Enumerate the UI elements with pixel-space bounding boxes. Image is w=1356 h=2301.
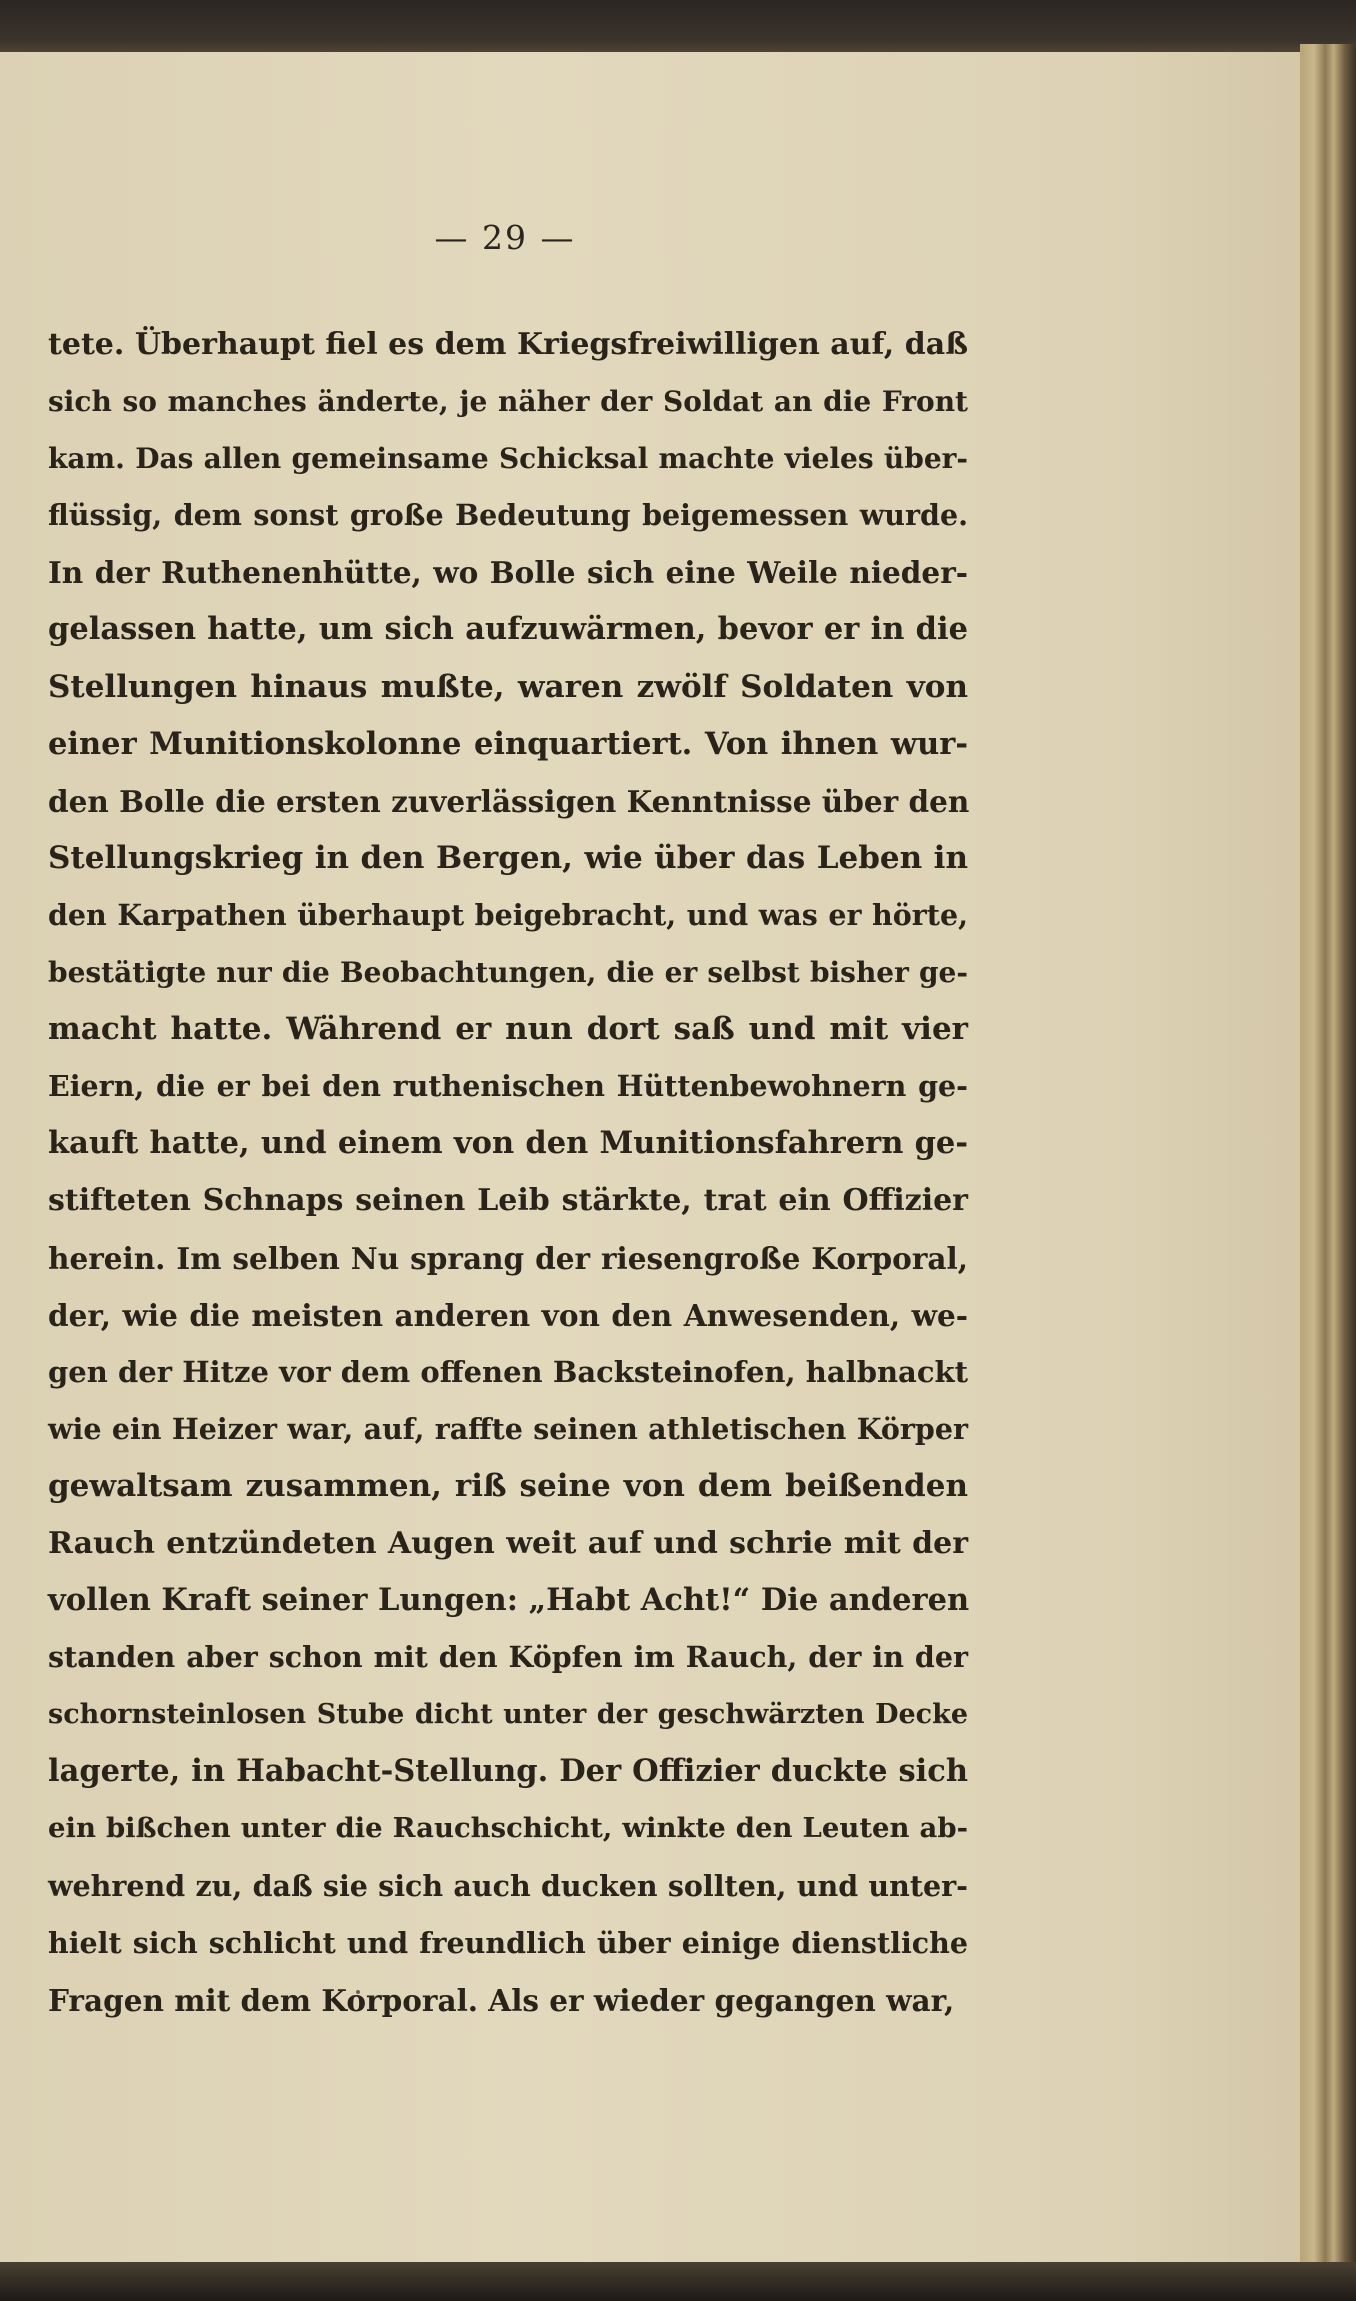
text-line: flüssig, dem sonst große Bedeutung beigemessen wurde. xyxy=(48,498,968,533)
text-line: tete. Überhaupt fiel es dem Kriegsfreiwilligen auf, daß xyxy=(48,327,968,362)
text-line: kauft hatte, und einem von den Munitionsfahrern ge- xyxy=(48,1125,968,1162)
text-line: sich so manches änderte, je näher der Soldat an die Front xyxy=(48,385,968,419)
text-line: schornsteinlosen Stube dicht unter der geschwärzten Decke xyxy=(48,1699,968,1731)
text-line: Eiern, die er bei den ruthenischen Hüttenbewohnern ge- xyxy=(48,1069,968,1104)
text-line: der, wie die meisten anderen von den Anwesenden, we- xyxy=(48,1297,968,1333)
body-text xyxy=(48,316,968,2029)
text-line: bestätigte nur die Beobachtungen, die er selbst bisher ge- xyxy=(48,956,968,990)
text-line: gewaltsam zusammen, riß seine von dem beißenden xyxy=(48,1467,968,1504)
text-line: wehrend zu, daß sie sich auch ducken sollten, und unter- xyxy=(48,1868,968,1903)
text-line: ein bißchen unter die Rauchschicht, winkte den Leuten ab- xyxy=(48,1812,968,1845)
text-line: macht hatte. Während er nun dort saß und mit vier xyxy=(48,1011,968,1048)
text-line: Stellungen hinaus mußte, waren zwölf Soldaten von xyxy=(48,668,968,705)
text-line: vollen Kraft seiner Lungen: „Habt Acht!“ Die anderen xyxy=(48,1582,970,1619)
text-line: Fragen mit dem Korporal. Als er wieder gegangen war, xyxy=(48,1982,955,2018)
text-line: wie ein Heizer war, auf, raffte seinen athletischen Körper xyxy=(48,1411,968,1446)
text-line: gelassen hatte, um sich aufzuwärmen, bevor er in die xyxy=(48,611,968,648)
text-line: den Karpathen überhaupt beigebracht, und was er hörte, xyxy=(48,897,968,932)
text-line: hielt sich schlicht und freundlich über einige dienstliche xyxy=(48,1925,968,1960)
text-line: In der Ruthenenhütte, wo Bolle sich eine Weile nieder- xyxy=(48,555,968,591)
text-line: gen der Hitze vor dem offenen Backsteinofen, halbnackt xyxy=(48,1354,968,1389)
text-line: Rauch entzündeten Augen weit auf und schrie mit der xyxy=(48,1525,968,1561)
text-line: herein. Im selben Nu sprang der riesengroße Korporal, xyxy=(48,1240,968,1276)
text-line: lagerte, in Habacht-Stellung. Der Offizier duckte sich xyxy=(48,1753,968,1790)
text-line: standen aber schon mit den Köpfen im Rauch, der in der xyxy=(48,1640,968,1675)
book-page-edges xyxy=(1300,44,1356,2269)
text-line: kam. Das allen gemeinsame Schicksal machte vieles über- xyxy=(48,442,968,476)
text-line: einer Munitionskolonne einquartiert. Von ihnen wur- xyxy=(48,725,968,762)
text-line: Stellungskrieg in den Bergen, wie über das Leben in xyxy=(48,839,968,876)
text-line: stifteten Schnaps seinen Leib stärkte, trat ein Offizier xyxy=(48,1183,968,1219)
text-line: den Bolle die ersten zuverlässigen Kenntnisse über den xyxy=(48,783,970,819)
scan-bottom-edge xyxy=(0,2262,1356,2301)
scan-top-edge xyxy=(0,0,1356,58)
page-number: — 29 — xyxy=(434,218,576,257)
